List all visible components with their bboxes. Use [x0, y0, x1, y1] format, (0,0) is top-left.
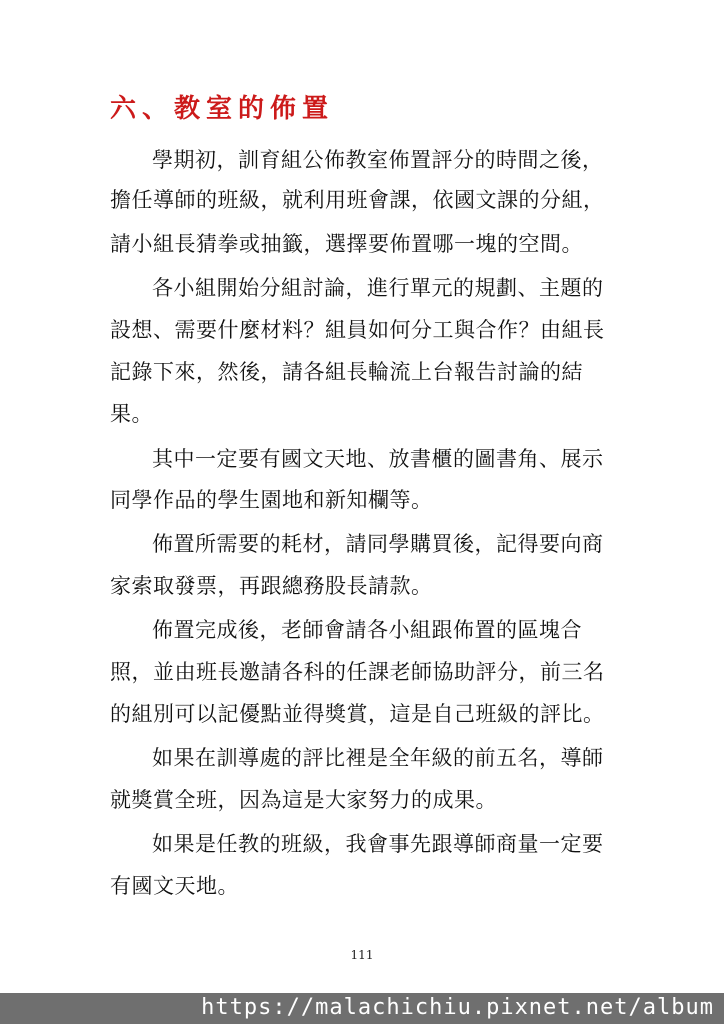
watermark-bar — [0, 993, 724, 1024]
paragraph-line: 如果是任教的班級，我會事先跟導師商量一定要 — [152, 832, 604, 856]
paragraph-line: 就獎賞全班，因為這是大家努力的成果。 — [110, 788, 497, 812]
paragraph-line: 如果在訓導處的評比裡是全年級的前五名，導師 — [152, 746, 604, 770]
paragraph-line: 佈置所需要的耗材，請同學購買後，記得要向商 — [152, 532, 604, 556]
watermark-url: https://malachichiu.pixnet.net/album — [201, 995, 714, 1020]
paragraph-line: 各小組開始分組討論，進行單元的規劃、主題的 — [152, 276, 604, 300]
paragraph-line: 學期初，訓育組公佈教室佈置評分的時間之後， — [152, 148, 604, 172]
paragraph-line: 記錄下來，然後，請各組長輪流上台報告討論的結 — [110, 360, 583, 384]
paragraph-line: 果。 — [110, 402, 153, 426]
paragraph-line: 請小組長猜拳或抽籤，選擇要佈置哪一塊的空間。 — [110, 232, 583, 256]
paragraph-line: 佈置完成後，老師會請各小組跟佈置的區塊合 — [152, 618, 582, 642]
paragraph-line: 家索取發票，再跟總務股長請款。 — [110, 574, 433, 598]
paragraph-line: 同學作品的學生園地和新知欄等。 — [110, 488, 433, 512]
paragraph-line: 設想、需要什麼材料？組員如何分工與合作？由組長 — [110, 318, 605, 342]
page-number: 111 — [350, 948, 374, 962]
paragraph-line: 有國文天地。 — [110, 874, 239, 898]
section-title: 六、教室的佈置 — [110, 94, 335, 124]
paragraph-line: 擔任導師的班級，就利用班會課，依國文課的分組， — [110, 188, 605, 212]
paragraph-line: 照，並由班長邀請各科的任課老師協助評分，前三名 — [110, 660, 605, 684]
paragraph-line: 其中一定要有國文天地、放書櫃的圖書角、展示 — [152, 447, 604, 471]
paragraph-line: 的組別可以記優點並得獎賞，這是自己班級的評比。 — [110, 702, 605, 726]
